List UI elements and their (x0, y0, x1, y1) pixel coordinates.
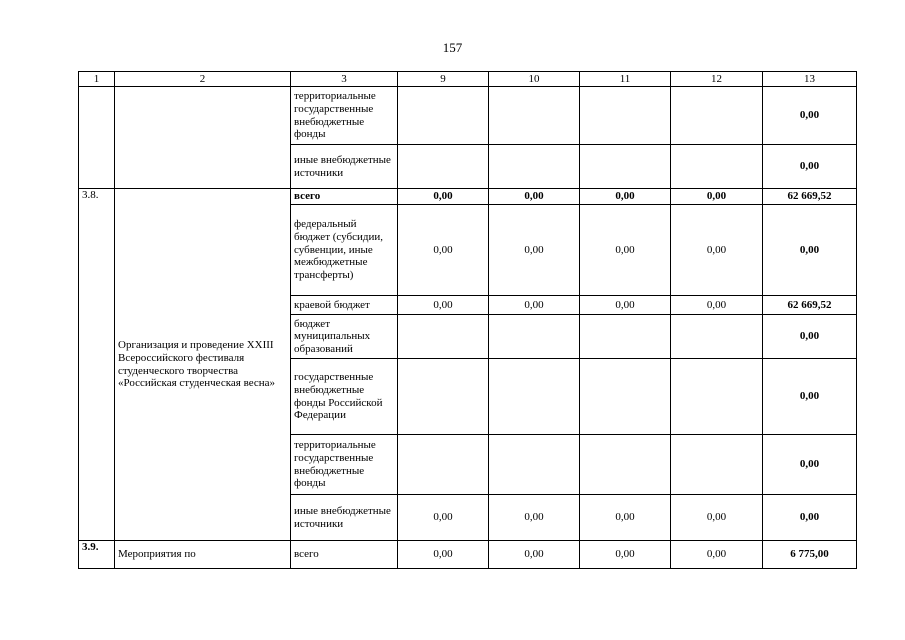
header-cell: 2 (115, 72, 291, 87)
header-cell: 3 (291, 72, 398, 87)
table-row (79, 541, 857, 569)
source-cell: федеральный бюджет (субсидии, субвенции, иные межбюджетные трансферты) (291, 205, 398, 296)
value-cell (489, 315, 580, 359)
section-index: 3.9. (79, 541, 115, 569)
total-cell: 0,00 (763, 435, 857, 495)
value-cell (398, 435, 489, 495)
value-cell: 0,00 (580, 296, 671, 315)
total-cell: 0,00 (763, 495, 857, 541)
value-cell: 0,00 (671, 296, 763, 315)
value-cell (398, 359, 489, 435)
value-cell: 0,00 (671, 495, 763, 541)
value-cell: 0,00 (398, 205, 489, 296)
value-cell: 0,00 (489, 495, 580, 541)
value-cell (398, 315, 489, 359)
value-cell: 0,00 (580, 495, 671, 541)
total-cell: 6 775,00 (763, 541, 857, 569)
header-cell: 9 (398, 72, 489, 87)
value-cell (671, 435, 763, 495)
header-cell: 1 (79, 72, 115, 87)
table-row (79, 189, 857, 205)
table-row (79, 87, 857, 145)
budget-table (78, 71, 857, 569)
source-cell: иные внебюджетные источники (291, 495, 398, 541)
table-header-row (79, 72, 857, 87)
value-cell (580, 435, 671, 495)
value-cell: 0,00 (489, 189, 580, 205)
value-cell: 0,00 (580, 205, 671, 296)
value-cell (398, 87, 489, 145)
source-cell: всего (291, 541, 398, 569)
header-cell: 11 (580, 72, 671, 87)
section-description: Мероприятия по (115, 541, 291, 569)
source-cell: бюджет муниципальных образований (291, 315, 398, 359)
total-cell: 0,00 (763, 359, 857, 435)
value-cell (671, 145, 763, 189)
description-cell (115, 87, 291, 189)
section-index: 3.8. (79, 189, 115, 541)
value-cell: 0,00 (398, 495, 489, 541)
value-cell (580, 87, 671, 145)
total-cell: 0,00 (763, 205, 857, 296)
value-cell (489, 145, 580, 189)
value-cell (671, 359, 763, 435)
header-cell: 10 (489, 72, 580, 87)
value-cell (489, 87, 580, 145)
value-cell (671, 87, 763, 145)
value-cell (580, 359, 671, 435)
value-cell: 0,00 (398, 541, 489, 569)
total-cell: 0,00 (763, 145, 857, 189)
source-cell: иные внебюджетные источники (291, 145, 398, 189)
header-cell: 13 (763, 72, 857, 87)
value-cell (489, 435, 580, 495)
value-cell (398, 145, 489, 189)
value-cell: 0,00 (671, 541, 763, 569)
value-cell: 0,00 (580, 189, 671, 205)
value-cell: 0,00 (580, 541, 671, 569)
value-cell: 0,00 (489, 296, 580, 315)
value-cell: 0,00 (398, 296, 489, 315)
index-cell (79, 87, 115, 189)
value-cell: 0,00 (398, 189, 489, 205)
source-cell: краевой бюджет (291, 296, 398, 315)
value-cell: 0,00 (671, 189, 763, 205)
section-description: Организация и проведение XXIII Всероссийского фестиваля студенческого творчества «Российская студенческая весна» (115, 189, 291, 541)
source-cell: государственные внебюджетные фонды Российской Федерации (291, 359, 398, 435)
total-cell: 62 669,52 (763, 189, 857, 205)
value-cell: 0,00 (671, 205, 763, 296)
value-cell (489, 359, 580, 435)
total-cell: 0,00 (763, 87, 857, 145)
total-cell: 62 669,52 (763, 296, 857, 315)
value-cell (580, 145, 671, 189)
source-cell: всего (291, 189, 398, 205)
value-cell (671, 315, 763, 359)
source-cell: территориальные государственные внебюджетные фонды (291, 87, 398, 145)
header-cell: 12 (671, 72, 763, 87)
total-cell: 0,00 (763, 315, 857, 359)
page-number: 157 (442, 40, 463, 55)
value-cell: 0,00 (489, 205, 580, 296)
value-cell: 0,00 (489, 541, 580, 569)
source-cell: территориальные государственные внебюджетные фонды (291, 435, 398, 495)
value-cell (580, 315, 671, 359)
